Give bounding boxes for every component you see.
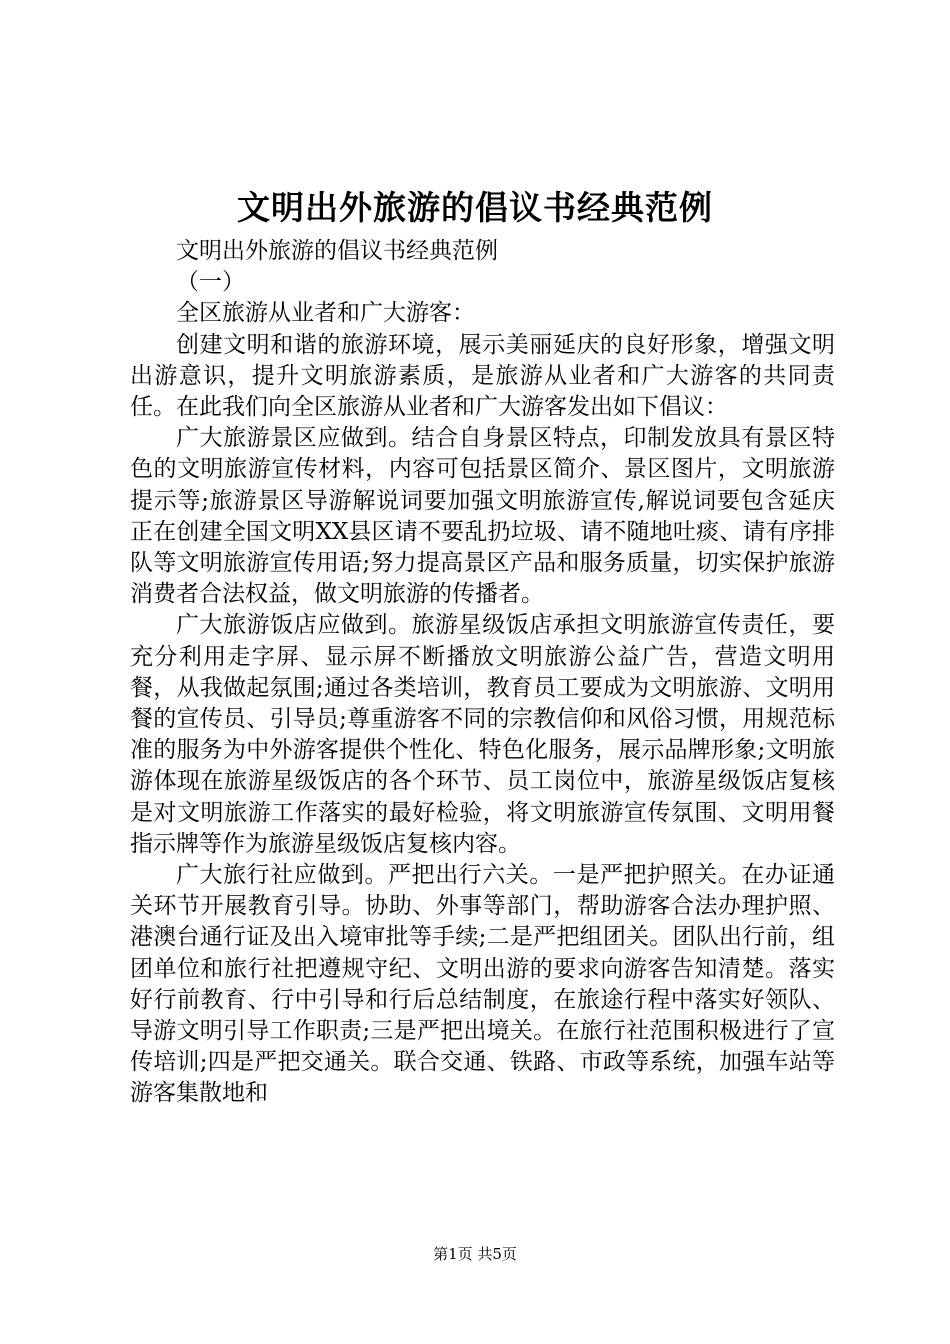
paragraph-section-number: （一） (176, 269, 245, 296)
page-footer: 第1页 共5页 (433, 1245, 517, 1263)
paragraph-travel-agencies: 广大旅行社应做到。严把出行六关。一是严把护照关。在办证通关环节开展教育引导。协助、外事等部门，帮助游客合法办理护照、港澳台通行证及出入境审批等手续;二是严把组团关。团队出行前，组团单位和旅行社把遵规守纪、文明出游的要求向游客告知清楚。落实好行前教育、行中引导和行后总结制度，在旅途行程中落实好领队、导游文明引导工作职责;三是严把出境关。在旅行社范围积极进行了宣传培训;四是严把交通关。联合交通、铁路、市政等系统，加强车站等游客集散地和 (130, 862, 835, 1107)
document-body (130, 236, 835, 1110)
paragraph-subtitle: 文明出外旅游的倡议书经典范例 (176, 238, 498, 264)
paragraph-salutation: 全区旅游从业者和广大游客： (176, 300, 475, 327)
paragraph-scenic-areas: 广大旅游景区应做到。结合自身景区特点，印制发放具有景区特色的文明旅游宣传材料，内容可包括景区简介、景区图片，文明旅游提示等;旅游景区导游解说词要加强文明旅游宣传,解说词要包含延庆正在创建全国文明XX县区请不要乱扔垃圾、请不随地吐痰、请有序排队等文明旅游宣传用语;努力提高景区产品和服务质量，切实保护旅游消费者合法权益，做文明旅游的传播者。 (130, 425, 835, 608)
document-title: 文明出外旅游的倡议书经典范例 (237, 188, 713, 227)
paragraph-intro: 创建文明和谐的旅游环境，展示美丽延庆的良好形象，增强文明出游意识，提升文明旅游素质，是旅游从业者和广大游客的共同责任。在此我们向全区旅游从业者和广大游客发出如下倡议： (130, 331, 835, 421)
paragraph-hotels: 广大旅游饭店应做到。旅游星级饭店承担文明旅游宣传责任，要充分利用走字屏、显示屏不断播放文明旅游公益广告，营造文明用餐，从我做起氛围;通过各类培训，教育员工要成为文明旅游、文明用餐的宣传员、引导员;尊重游客不同的宗教信仰和风俗习惯，用规范标准的服务为中外游客提供个性化、特色化服务，展示品牌形象;文明旅游体现在旅游星级饭店的各个环节、员工岗位中，旅游星级饭店复核是对文明旅游工作落实的最好检验，将文明旅游宣传氛围、文明用餐指示牌等作为旅游星级饭店复核内容。 (130, 612, 835, 857)
